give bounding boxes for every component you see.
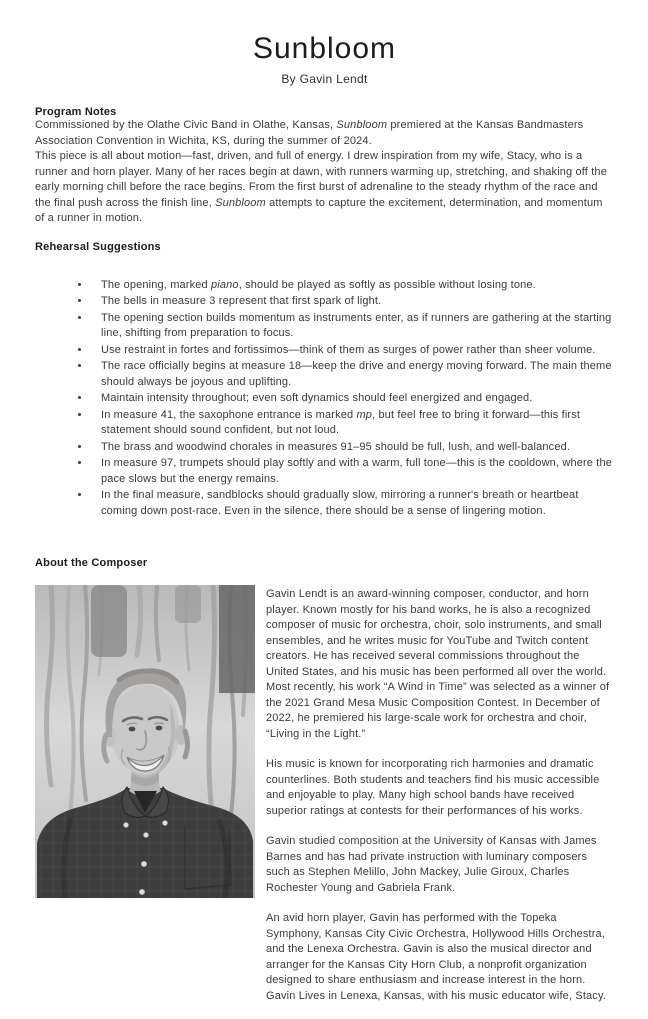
composer-portrait-photo bbox=[35, 585, 255, 898]
rehearsal-bullet: • In measure 41, the saxophone entrance is marked mp, but feel free to bring it forward—this first statement should sound confident, but not loud. bbox=[91, 408, 614, 439]
rehearsal-bullet: • Use restraint in fortes and fortissimos—think of them as surges of power rather than sheer volume. bbox=[91, 343, 614, 359]
rehearsal-bullet: • The opening section builds momentum as instruments enter, as if runners are gathering at the starting line, shifting from preparation to focus. bbox=[91, 311, 614, 342]
rehearsal-bullet: • Maintain intensity throughout; even soft dynamics should feel energized and engaged. bbox=[91, 391, 614, 407]
rehearsal-suggestions-heading: Rehearsal Suggestions bbox=[35, 240, 161, 253]
byline: By Gavin Lendt bbox=[281, 72, 368, 86]
composer-section bbox=[35, 585, 614, 1019]
rehearsal-bullet: • The opening, marked piano, should be played as softly as possible without losing tone. bbox=[91, 278, 614, 294]
page-title: Sunbloom bbox=[252, 32, 397, 65]
rehearsal-bullet: • The brass and woodwind chorales in measures 91–95 should be full, lush, and well-balanced. bbox=[91, 440, 614, 456]
rehearsal-bullet-list bbox=[35, 278, 614, 520]
about-composer-heading: About the Composer bbox=[35, 557, 148, 569]
composer-bio bbox=[266, 585, 614, 1019]
rehearsal-bullet: • The race officially begins at measure 18—keep the drive and energy moving forward. The main theme should always be joyous and uplifting. bbox=[91, 359, 614, 390]
composer-portrait-illustration bbox=[35, 585, 255, 898]
rehearsal-bullet: • In measure 97, trumpets should play softly and with a warm, full tone—this is the cooldown, where the pace slows but the energy remains. bbox=[91, 456, 614, 487]
rehearsal-bullet: • In the final measure, sandblocks should gradually slow, mirroring a runner's breath or heartbeat coming down post-race. Even in the silence, there should be a sense of lingering motion. bbox=[91, 488, 614, 519]
composer-paragraph: Gavin studied composition at the University of Kansas with James Barnes and has had private instruction with luminary composers such as Stephen Melillo, John Mackey, Julie Giroux, Charles Rochester Young and Gabriela Frank. bbox=[266, 835, 597, 894]
composer-paragraph: Gavin Lendt is an award-winning composer, conductor, and horn player. Known mostly for his band works, he is also a recognized composer of music for orchestra, choir, solo instruments, and small ensembles, and he writes music for YouTube and Twitch content creators. He has received several commissions throughout the United States, and his music has been performed all over the world. Most recently, his work “A Wind in Time” was selected as a winner of the 2021 Grand Mesa Music Composition Contest. In December of 2022, he premiered his large-scale work for orchestra and choir, “Living in the Light.” bbox=[266, 588, 610, 740]
composer-paragraph: An avid horn player, Gavin has performed with the Topeka Symphony, Kansas City Civic Orchestra, Hollywood Hills Orchestra, and the Lenexa Orchestra. Gavin is also the musical director and arranger for the Kansas City Horn Club, a nonprofit organization designed to share enthusiasm and increase interest in the horn. Gavin Lives in Lenexa, Kansas, with his music educator wife, Stacy. bbox=[266, 912, 607, 1002]
program-notes-paragraph: This piece is all about motion—fast, driven, and full of energy. I drew inspiration from my wife, Stacy, who is a runner and horn player. Many of her races begin at dawn, with runners warming up, stretching, and shaking off the early morning chill before the race begins. From the first burst of adrenaline to the steady rhythm of the race and the final push across the finish line, Sunbloom attempts to capture the excitement, determination, and momentum of a runner in motion. bbox=[35, 150, 607, 224]
rehearsal-bullet: • The bells in measure 3 represent that first spark of light. bbox=[91, 294, 614, 310]
composer-paragraph: His music is known for incorporating rich harmonies and dramatic counterlines. Both students and teachers find his music accessible and enjoyable to play. Many high school bands have received superior ratings at contests for their performances of his works. bbox=[266, 758, 600, 817]
program-notes-heading: Program Notes bbox=[35, 106, 117, 118]
program-notes-paragraph: Commissioned by the Olathe Civic Band in Olathe, Kansas, Sunbloom premiered at the Kansas Bandmasters Association Convention in Wichita, KS, during the summer of 2024. bbox=[35, 119, 584, 147]
